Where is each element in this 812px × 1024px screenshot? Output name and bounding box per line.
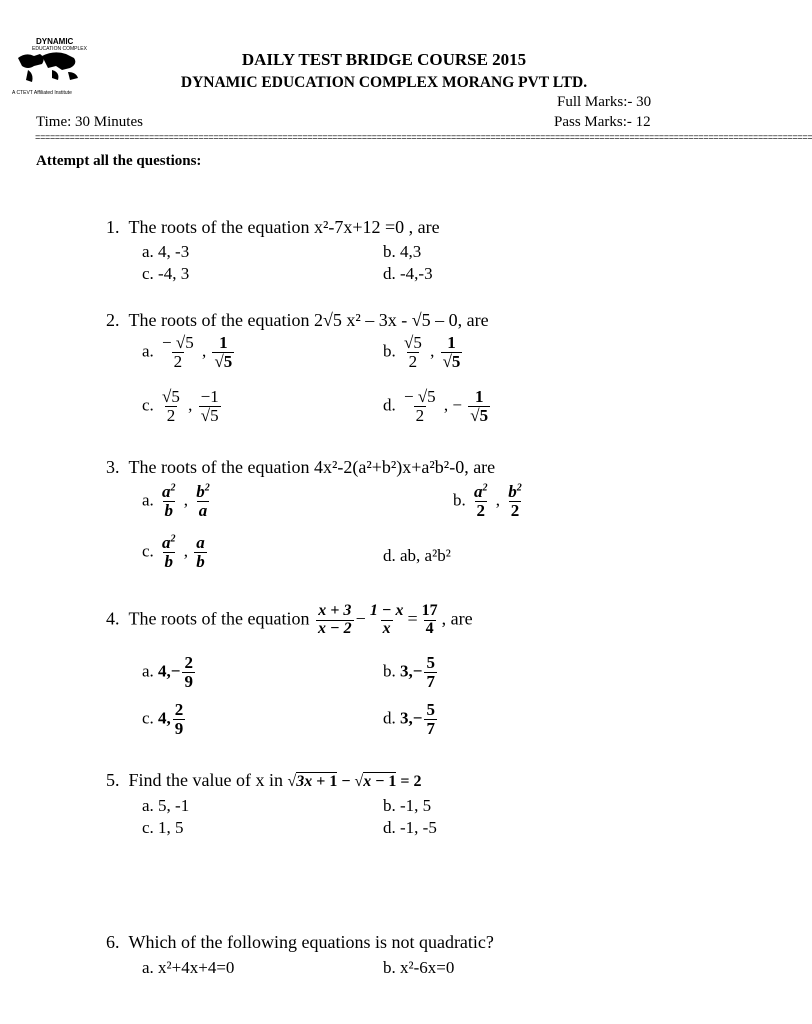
double-rule-divider: ============================================================================================================================================================= — [35, 133, 812, 143]
option-b: b. -1, 5 — [383, 796, 432, 815]
option-c: c. -4, 3 — [142, 264, 190, 283]
option-b: b. x²-6x=0 — [383, 958, 455, 977]
option-b: b. 3,− $\frac{5}{7}$ — [383, 653, 435, 691]
question-number: 2. — [106, 310, 120, 330]
option-d: d. -1, -5 — [383, 818, 437, 837]
question-1 — [106, 217, 440, 238]
question-3 — [106, 457, 495, 478]
option-a: a. $\frac{- √5}{2}$ , $\frac{1}{√5}$ — [142, 333, 233, 371]
option-a: a. 4, -3 — [142, 242, 190, 261]
full-marks: Full Marks:- 30 — [557, 94, 652, 110]
instructions: Attempt all the questions: — [36, 153, 202, 169]
question-4: 4. The roots of the equation $\frac{x + 3}{x - 2}$ − $\frac{1 - x}{x}$ = $\frac{17}{4}$ , are — [106, 602, 473, 637]
option-a: a. x²+4x+4=0 — [142, 958, 235, 977]
option-b: b. 4,3 — [383, 242, 422, 261]
pass-marks: Pass Marks:- 12 — [554, 114, 651, 130]
question-6 — [106, 932, 494, 953]
option-a: a. 5, -1 — [142, 796, 190, 815]
institution-name: DYNAMIC EDUCATION COMPLEX MORANG PVT LTD. — [180, 74, 588, 91]
option-d: d. ab, a²b² — [383, 546, 451, 565]
question-number: 5. — [106, 770, 120, 790]
logo-tagline: A CTEVT Affiliated Institute — [12, 90, 72, 96]
option-d: d. -4,-3 — [383, 264, 433, 283]
question-text: Find the value of x in — [128, 770, 283, 790]
question-text: The roots of the equation x²-7x+12 =0 , are — [128, 217, 440, 237]
option-d: d. 3,− $\frac{5}{7}$ — [383, 700, 435, 738]
option-c: c. 4, $\frac{2}{9}$ — [142, 700, 184, 738]
option-c: c. 1, 5 — [142, 818, 184, 837]
option-c: c. $\frac{√5}{2}$ , $\frac{-1}{√5}$ — [142, 387, 219, 425]
option-b: b. $\frac{a^2}{2}$ , $\frac{b^2}{2}$ — [453, 482, 522, 520]
question-text: The roots of the equation — [128, 608, 310, 629]
question-suffix: , are — [441, 608, 473, 629]
question-text: The roots of the equation 2√5 x² – 3x - √5 – 0, are — [128, 310, 489, 330]
question-number: 4. — [106, 608, 120, 629]
logo-name: DYNAMIC — [36, 37, 74, 46]
option-a: a. 4,− $\frac{2}{9}$ — [142, 653, 193, 691]
option-a: a. $\frac{a^2}{b}$ , $\frac{b^2}{a}$ — [142, 482, 210, 520]
time-limit: Time: 30 Minutes — [36, 114, 143, 130]
radical-equation: √3x + 1 − √x − 1 = 2 — [287, 773, 422, 790]
question-number: 1. — [106, 217, 120, 237]
option-b: b. $\frac{√5}{2}$ , $\frac{1}{√5}$ — [383, 333, 461, 371]
question-text: The roots of the equation 4x²-2(a²+b²)x+a²b²-0, are — [128, 457, 496, 477]
question-text: Which of the following equations is not quadratic? — [128, 932, 494, 952]
logo-subname: EDUCATION COMPLEX — [32, 46, 87, 52]
page-title: DAILY TEST BRIDGE COURSE 2015 — [241, 50, 527, 69]
option-c: c. $\frac{a^2}{b}$ , $\frac{a}{b}$ — [142, 533, 205, 571]
question-number: 3. — [106, 457, 120, 477]
option-d: d. $\frac{- √5}{2}$ , − $\frac{1}{√5}$ — [383, 387, 489, 425]
question-5 — [106, 770, 422, 791]
question-number: 6. — [106, 932, 120, 952]
question-2 — [106, 310, 489, 331]
